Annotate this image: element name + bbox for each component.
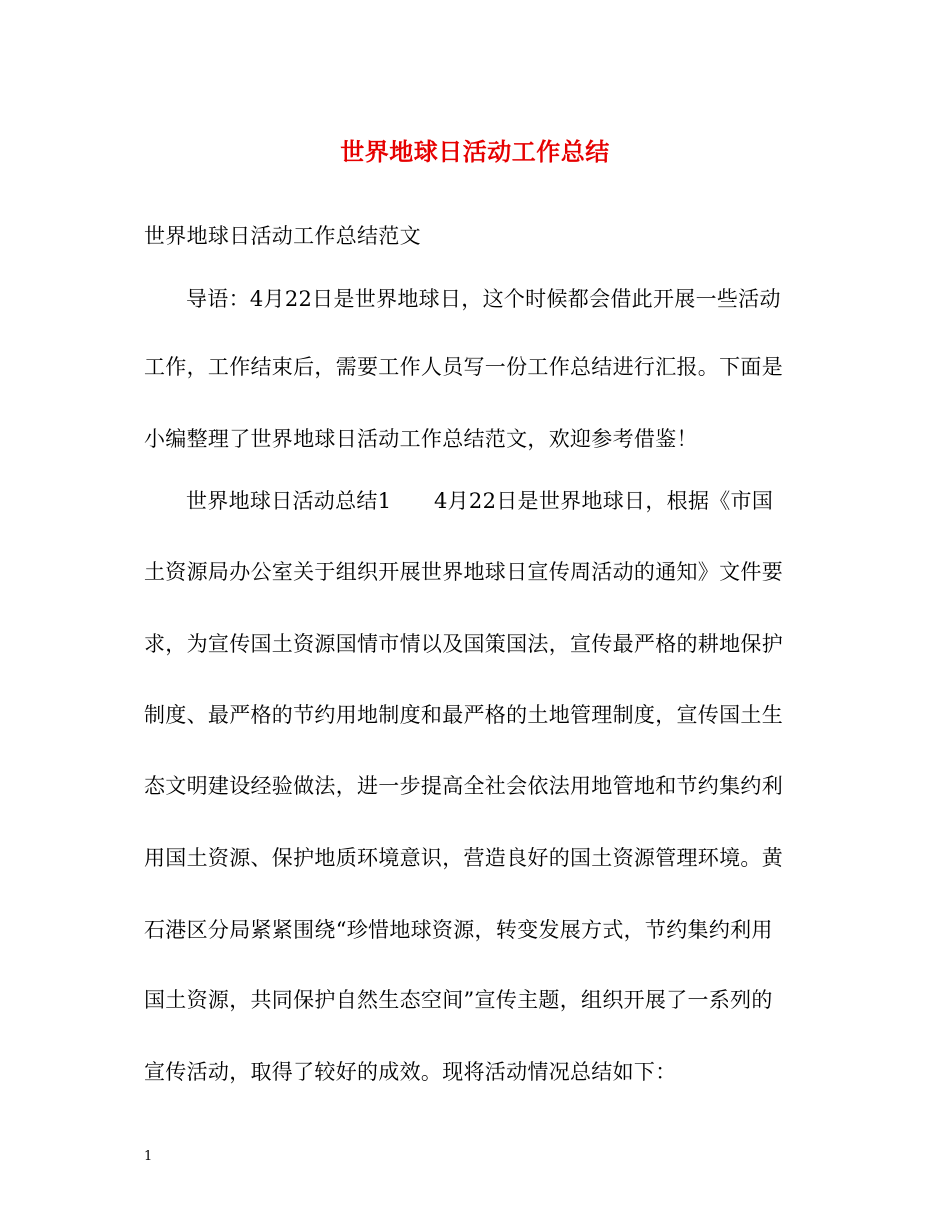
- paragraph-line: 国土资源，共同保护自然生态空间”宣传主题，组织开展了一系列的: [144, 988, 773, 1012]
- paragraph-line: 宣传活动，取得了较好的成效。现将活动情况总结如下：: [144, 1060, 677, 1084]
- paragraph-line: 制度、最严格的节约用地制度和最严格的土地管理制度，宣传国土生: [144, 703, 783, 727]
- paragraph-line: 用国土资源、保护地质环境意识，营造良好的国土资源管理环境。黄: [144, 846, 783, 870]
- paragraph-line: 求，为宣传国土资源国情市情以及国策国法，宣传最严格的耕地保护: [144, 632, 783, 656]
- document-title: 世界地球日活动工作总结: [340, 137, 610, 166]
- paragraph-line: 工作，工作结束后，需要工作人员写一份工作总结进行汇报。下面是: [144, 355, 783, 379]
- paragraph-line: 土资源局办公室关于组织开展世界地球日宣传周活动的通知》文件要: [144, 560, 783, 584]
- paragraph-line: 小编整理了世界地球日活动工作总结范文，欢迎参考借鉴！: [144, 427, 698, 451]
- paragraph-line: 石港区分局紧紧围绕“珍惜地球资源，转变发展方式，节约集约利用: [144, 918, 773, 942]
- document-subtitle: 世界地球日活动工作总结范文: [144, 224, 421, 248]
- paragraph-line: 态文明建设经验做法，进一步提高全社会依法用地管地和节约集约利: [144, 774, 783, 798]
- paragraph-line: 世界地球日活动总结1 4月22日是世界地球日，根据《市国: [186, 489, 774, 513]
- page-number: 1: [144, 1149, 153, 1164]
- paragraph-line: 导语：4月22日是世界地球日，这个时候都会借此开展一些活动: [186, 287, 781, 311]
